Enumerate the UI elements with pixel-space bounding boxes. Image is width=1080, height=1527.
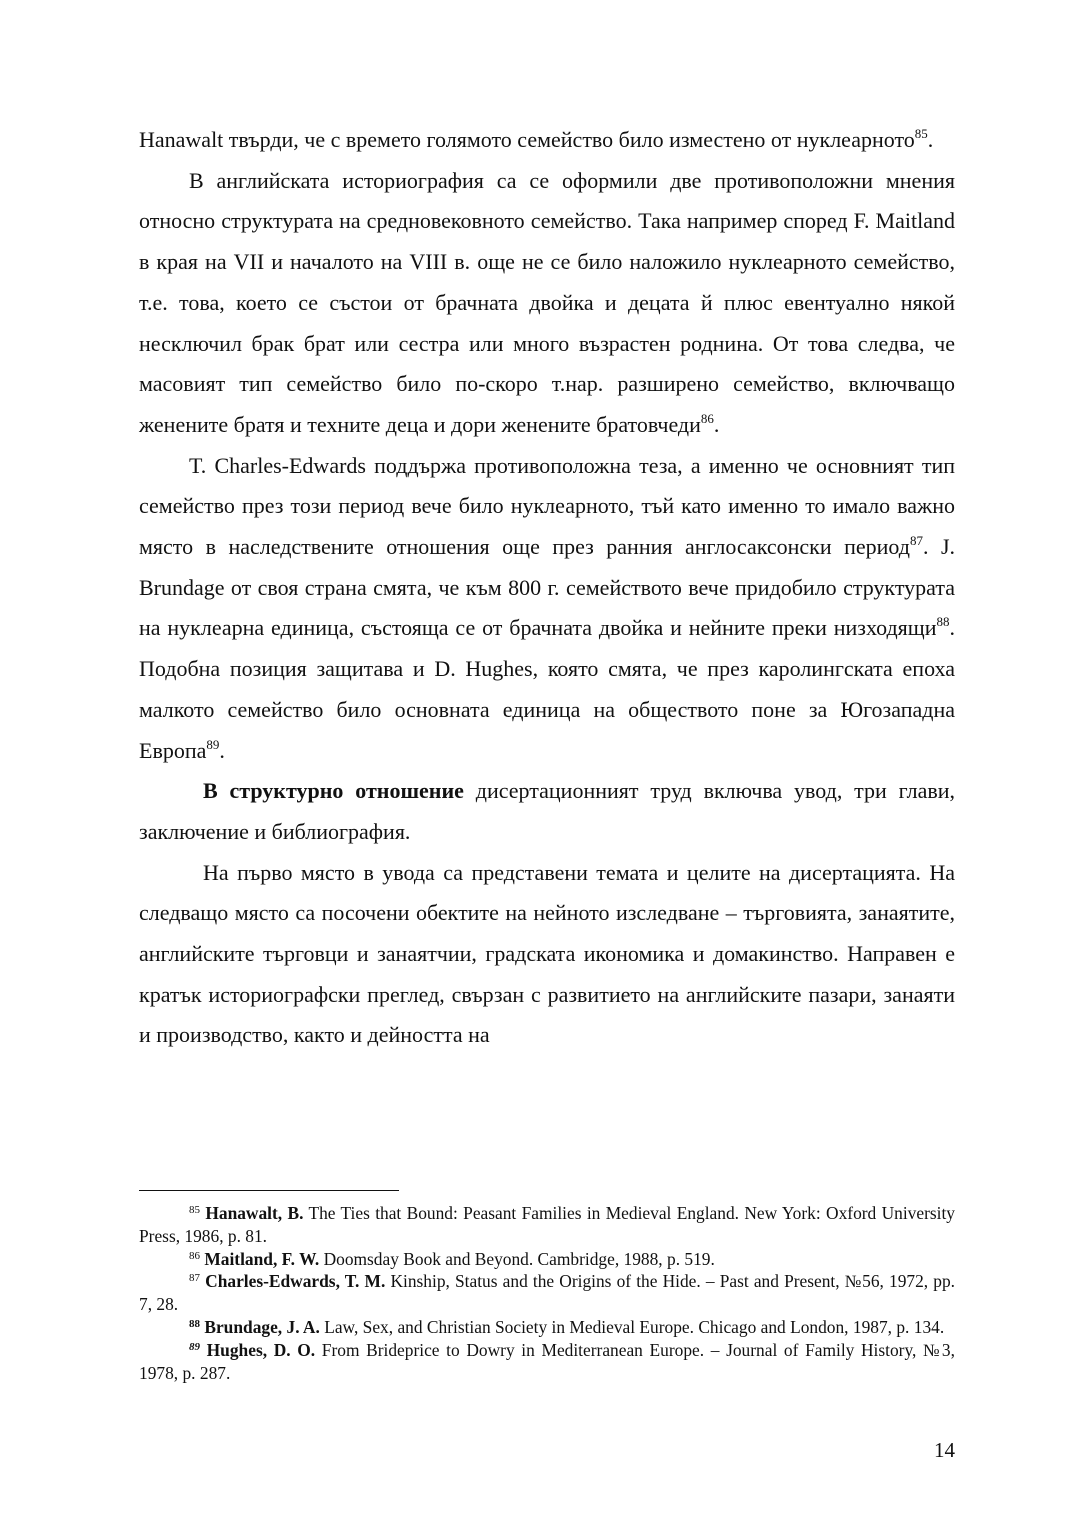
paragraph-4 xyxy=(139,771,955,852)
paragraph-3-part-a: T. Charles-Edwards поддържа противоположна теза, а именно че основният тип семейство през този период вече било нуклеарното, тъй като именно то имало важно място в наследствените отношения още през ранния англосаксонски период xyxy=(139,452,955,560)
footnote-ref-85[interactable]: 85 xyxy=(914,126,928,141)
footnote-ref-89[interactable]: 89 xyxy=(206,736,220,752)
paragraph-2-end: . xyxy=(713,411,720,437)
footnote-number: 86 xyxy=(189,1249,200,1262)
footnote-author: Hughes, D. O. xyxy=(206,1339,316,1360)
paragraph-3 xyxy=(139,446,955,772)
paragraph-4-bold-lead: В структурно отношение xyxy=(203,778,464,804)
paragraph-2 xyxy=(139,161,955,446)
footnote-author: Hanawalt, B. xyxy=(205,1203,304,1223)
footnote-author: Charles-Edwards, T. M. xyxy=(205,1271,386,1292)
footnote-ref-87[interactable]: 87 xyxy=(909,533,923,549)
footnote-ref-88[interactable]: 88 xyxy=(936,614,950,630)
paragraph-3-end: . xyxy=(219,737,225,763)
paragraph-1-end: . xyxy=(927,127,934,152)
footnote-88 xyxy=(139,1316,955,1339)
paragraph-5-text: На първо място в увода са представени темата и целите на дисертацията. На следващо място са посочени обектите на нейното изследване – търговията, занаятите, английските търговци и занаятчии, градската икономика и домакинство. Направен е кратък историографски преглед, свързан с развитието на английските пазари, занаяти и производство, както и дейността на xyxy=(139,859,955,1048)
footnote-89 xyxy=(139,1339,955,1385)
paragraph-1 xyxy=(139,120,955,161)
paragraph-4-text: дисертационният труд включва увод, три глави, заключение и библиография. xyxy=(139,778,955,844)
paragraph-3-part-b: . J. Brundage от своя страна смята, че към 800 г. семейството вече придобило структурата на нуклеарна единица, състояща се от брачната двойка и нейните преки низходящи xyxy=(139,534,955,641)
paragraph-1-text: Hanawalt твърди, че с времето голямото семейство било изместено от нуклеарното xyxy=(139,127,915,152)
footnote-87 xyxy=(139,1270,955,1316)
footnote-number: 85 xyxy=(189,1204,200,1216)
footnote-86 xyxy=(139,1248,955,1271)
footnote-author: Brundage, J. A. xyxy=(204,1316,320,1337)
footnote-text: Law, Sex, and Christian Society in Medieval Europe. Chicago and London, 1987, p. 134. xyxy=(319,1316,945,1337)
footnotes xyxy=(139,1202,955,1384)
footnote-number: 87 xyxy=(189,1272,200,1285)
paragraph-2-text: В английската историография са се оформили две противоположни мнения относно структурата на средновековното семейство. Така например според F. Maitland в края на VII и началото на VIII в. още не се било наложило нуклеарното семейство, т.е. това, което се състои от брачната двойка и децата й плюс евентуално някой несключил брак брат или сестра или много възрастен роднина. От това следва, че масовият тип семейство било по-скоро т.нар. разширено семейство, включващо женените братя и техните деца и дори женените братовчеди xyxy=(139,167,955,437)
footnote-text: Kinship, Status and the Origins of the Hide. – Past and Present, №56, 1972, pp. 7, 28. xyxy=(139,1271,955,1315)
paragraph-5 xyxy=(139,853,955,1057)
footnote-author: Maitland, F. W. xyxy=(204,1248,320,1269)
footnote-text: The Ties that Bound: Peasant Families in Medieval England. New York: Oxford University Press, 1986, p. 81. xyxy=(139,1203,956,1246)
footnote-text: Doomsday Book and Beyond. Cambridge, 1988, p. 519. xyxy=(319,1248,715,1269)
footnote-number: 88 xyxy=(189,1317,200,1330)
page-number: 14 xyxy=(934,1438,955,1462)
footnote-ref-86[interactable]: 86 xyxy=(700,410,714,426)
body-text xyxy=(139,120,955,1056)
footnote-text: From Brideprice to Dowry in Mediterranean Europe. – Journal of Family History, №3, 1978, p. 287. xyxy=(139,1339,955,1383)
footnote-number: 89 xyxy=(189,1340,200,1353)
footnote-separator xyxy=(139,1190,399,1191)
paragraph-3-part-c: . Подобна позиция защитава и D. Hughes, която смята, че през каролингската епоха малкото семейство било основната единица на обществото поне за Югозападна Европа xyxy=(139,615,955,763)
footnote-85 xyxy=(139,1202,955,1248)
